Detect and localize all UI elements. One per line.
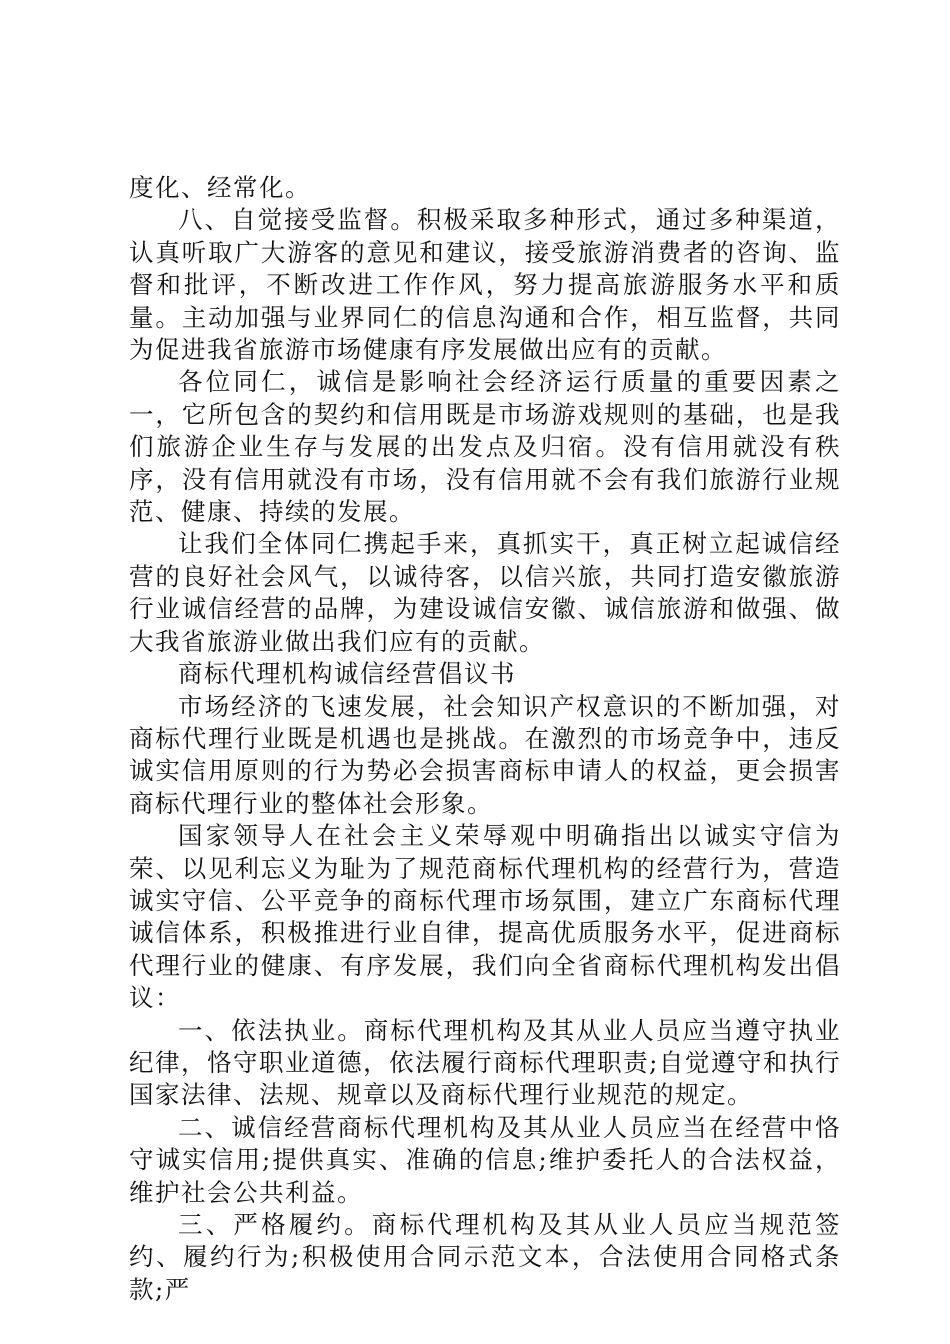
paragraph-item-eight-supervision: 八、自觉接受监督。积极采取多种形式，通过多种渠道，认真听取广大游客的意见和建议，接受旅游消费者的咨询、监督和批评，不断改进工作作风，努力提高旅游服务水平和质量。主动加强与业界同仁的信息沟通和合作，相互监督，共同为促进我省旅游市场健康有序发展做出应有的贡献。 — [129, 205, 841, 365]
paragraph-call-to-action: 让我们全体同仁携起手来，真抓实干，真正树立起诚信经营的良好社会风气，以诚待客，以信兴旅，共同打造安徽旅游行业诚信经营的品牌，为建设诚信安徽、诚信旅游和做强、做大我省旅游业做出我们应有的贡献。 — [129, 529, 841, 656]
paragraph-item-one-lawful: 一、依法执业。商标代理机构及其从业人员应当遵守执业纪律，恪守职业道德，依法履行商标代理职责;自觉遵守和执行国家法律、法规、规章以及商标代理行业规范的规定。 — [129, 1015, 841, 1110]
paragraph-continuation: 度化、经常化。 — [129, 173, 311, 202]
paragraph-proposal-intro: 国家领导人在社会主义荣辱观中明确指出以诚实守信为荣、以见利忘义为耻为了规范商标代理机构的经营行为，营造诚实守信、公平竞争的商标代理市场氛围，建立广东商标代理诚信体系，积极推进行业自律，提高优质服务水平，促进商标代理行业的健康、有序发展，我们向全省商标代理机构发出倡议： — [129, 821, 841, 1013]
paragraph-integrity-importance: 各位同仁，诚信是影响社会经济运行质量的重要因素之一，它所包含的契约和信用既是市场游戏规则的基础，也是我们旅游企业生存与发展的出发点及归宿。没有信用就没有秩序，没有信用就没有市场，没有信用就不会有我们旅游行业规范、健康、持续的发展。 — [129, 367, 841, 527]
document-body — [129, 172, 841, 1306]
paragraph-market-intro: 市场经济的飞速发展，社会知识产权意识的不断加强，对商标代理行业既是机遇也是挑战。在激烈的市场竞争中，违反诚实信用原则的行为势必会损害商标申请人的权益，更会损害商标代理行业的整体社会形象。 — [129, 691, 841, 818]
paragraph-item-two-integrity: 二、诚信经营商标代理机构及其从业人员应当在经营中恪守诚实信用;提供真实、准确的信息;维护委托人的合法权益，维护社会公共利益。 — [129, 1112, 841, 1207]
paragraph-item-three-contract: 三、严格履约。商标代理机构及其从业人员应当规范签约、履约行为;积极使用合同示范文本，合法使用合同格式条款;严 — [129, 1210, 841, 1304]
section-title: 商标代理机构诚信经营倡议书 — [178, 659, 516, 689]
